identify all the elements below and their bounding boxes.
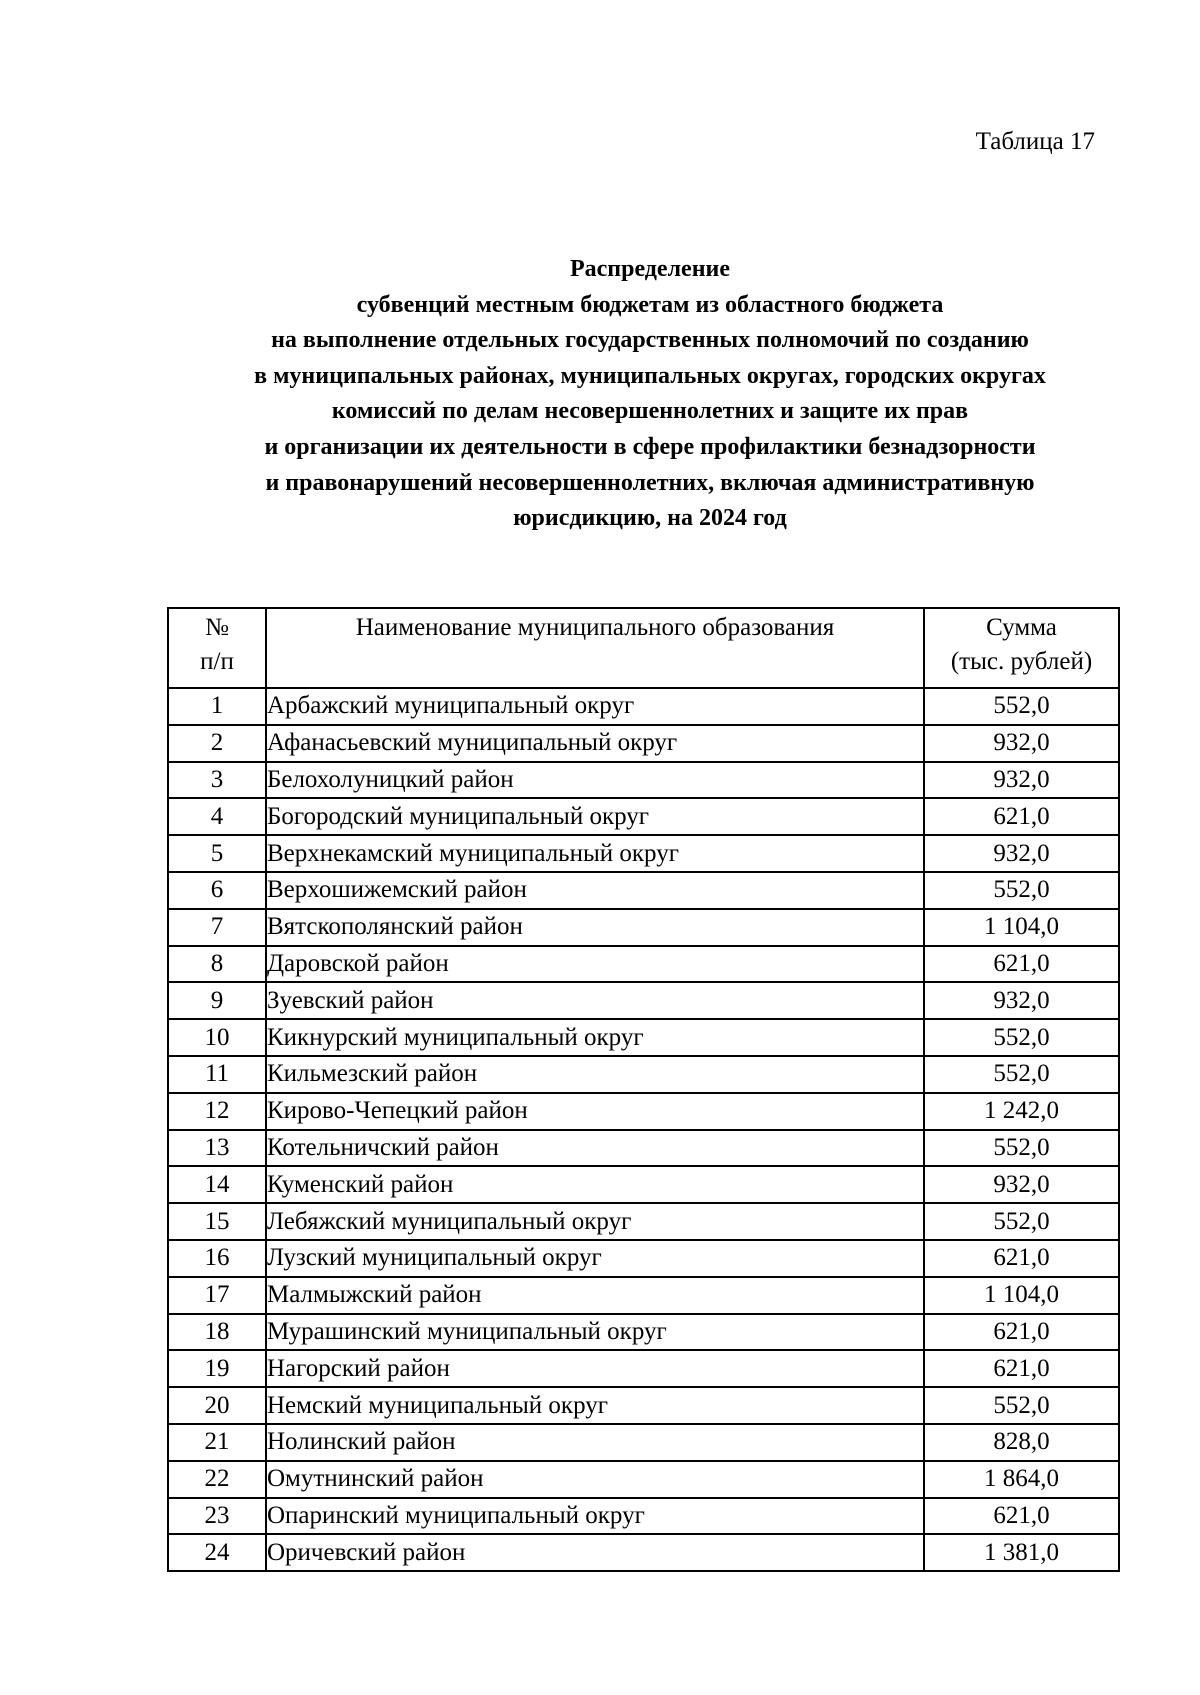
row-name: Нолинский район	[266, 1424, 924, 1461]
heading-line: субвенций местным бюджетам из областного бюджета	[356, 291, 944, 318]
row-sum: 828,0	[924, 1424, 1119, 1461]
row-number: 6	[168, 872, 266, 909]
row-sum: 621,0	[924, 1350, 1119, 1387]
row-number: 13	[168, 1130, 266, 1167]
table-row	[168, 872, 1119, 909]
row-sum: 932,0	[924, 982, 1119, 1019]
heading-line: и организации их деятельности в сфере профилактики безнадзорности	[264, 433, 1036, 460]
table-row	[168, 1203, 1119, 1240]
header-name: Наименование муниципального образования	[266, 608, 924, 688]
row-number: 16	[168, 1240, 266, 1277]
row-sum: 552,0	[924, 872, 1119, 909]
row-name: Опаринский муниципальный округ	[266, 1498, 924, 1535]
row-number: 17	[168, 1277, 266, 1314]
table-row	[168, 1314, 1119, 1351]
table-row	[168, 1498, 1119, 1535]
row-name: Афанасьевский муниципальный округ	[266, 725, 924, 762]
row-number: 18	[168, 1314, 266, 1351]
table-header-row	[168, 608, 1119, 688]
table-row	[168, 982, 1119, 1019]
heading-line: в муниципальных районах, муниципальных округах, городских округах	[254, 362, 1046, 389]
row-sum: 552,0	[924, 1130, 1119, 1167]
heading-line: юрисдикцию, на 2024 год	[513, 505, 787, 532]
table-row	[168, 1277, 1119, 1314]
table-row	[168, 1461, 1119, 1498]
row-number: 1	[168, 688, 266, 725]
table-row	[168, 1424, 1119, 1461]
row-sum: 552,0	[924, 688, 1119, 725]
row-name: Малмыжский район	[266, 1277, 924, 1314]
table-row	[168, 1019, 1119, 1056]
row-number: 21	[168, 1424, 266, 1461]
row-name: Куменский район	[266, 1166, 924, 1203]
row-sum: 1 381,0	[924, 1534, 1119, 1571]
row-name: Кирово-Чепецкий район	[266, 1093, 924, 1130]
row-sum: 552,0	[924, 1056, 1119, 1093]
row-name: Верхнекамский муниципальный округ	[266, 835, 924, 872]
heading-line: Распределение	[569, 256, 731, 282]
row-sum: 932,0	[924, 1166, 1119, 1203]
row-name: Зуевский район	[266, 982, 924, 1019]
row-number: 11	[168, 1056, 266, 1093]
row-number: 15	[168, 1203, 266, 1240]
table-row	[168, 1093, 1119, 1130]
row-sum: 621,0	[924, 946, 1119, 983]
table-row	[168, 762, 1119, 799]
row-sum: 621,0	[924, 798, 1119, 835]
row-sum: 932,0	[924, 762, 1119, 799]
row-sum: 552,0	[924, 1387, 1119, 1424]
heading-line: комиссий по делам несовершеннолетних и защите их прав	[331, 398, 969, 425]
row-name: Немский муниципальный округ	[266, 1387, 924, 1424]
row-number: 4	[168, 798, 266, 835]
table-body	[168, 688, 1119, 1571]
table-row	[168, 1534, 1119, 1571]
heading-line: на выполнение отдельных государственных полномочий по созданию	[271, 327, 1029, 354]
row-number: 20	[168, 1387, 266, 1424]
row-number: 12	[168, 1093, 266, 1130]
row-sum: 1 242,0	[924, 1093, 1119, 1130]
row-name: Вятскополянский район	[266, 909, 924, 946]
table-row	[168, 909, 1119, 946]
row-name: Оричевский район	[266, 1534, 924, 1571]
table-row	[168, 1240, 1119, 1277]
row-number: 10	[168, 1019, 266, 1056]
row-name: Богородский муниципальный округ	[266, 798, 924, 835]
table-row	[168, 688, 1119, 725]
row-name: Белохолуницкий район	[266, 762, 924, 799]
row-name: Даровской район	[266, 946, 924, 983]
row-sum: 621,0	[924, 1498, 1119, 1535]
row-number: 19	[168, 1350, 266, 1387]
row-name: Котельничский район	[266, 1130, 924, 1167]
row-number: 14	[168, 1166, 266, 1203]
row-sum: 1 104,0	[924, 1277, 1119, 1314]
row-sum: 1 864,0	[924, 1461, 1119, 1498]
row-sum: 621,0	[924, 1240, 1119, 1277]
table-row	[168, 1130, 1119, 1167]
row-sum: 932,0	[924, 725, 1119, 762]
table-row	[168, 725, 1119, 762]
table-row	[168, 1056, 1119, 1093]
row-number: 2	[168, 725, 266, 762]
row-name: Мурашинский муниципальный округ	[266, 1314, 924, 1351]
row-sum: 1 104,0	[924, 909, 1119, 946]
row-name: Кикнурский муниципальный округ	[266, 1019, 924, 1056]
row-sum: 932,0	[924, 835, 1119, 872]
row-number: 7	[168, 909, 266, 946]
row-number: 9	[168, 982, 266, 1019]
row-number: 3	[168, 762, 266, 799]
table-row	[168, 798, 1119, 835]
row-number: 23	[168, 1498, 266, 1535]
row-sum: 552,0	[924, 1019, 1119, 1056]
table-row	[168, 946, 1119, 983]
row-name: Нагорский район	[266, 1350, 924, 1387]
table-row	[168, 1166, 1119, 1203]
row-name: Арбажский муниципальный округ	[266, 688, 924, 725]
header-number: № п/п	[168, 608, 266, 688]
row-name: Лузский муниципальный округ	[266, 1240, 924, 1277]
distribution-table	[167, 607, 1120, 1572]
row-number: 8	[168, 946, 266, 983]
table-row	[168, 1350, 1119, 1387]
row-name: Верхошижемский район	[266, 872, 924, 909]
header-sum: Сумма (тыс. рублей)	[924, 608, 1119, 688]
table-number: Таблица 17	[975, 128, 1095, 155]
row-number: 5	[168, 835, 266, 872]
row-name: Омутнинский район	[266, 1461, 924, 1498]
table-row	[168, 1387, 1119, 1424]
heading-line: и правонарушений несовершеннолетних, включая административную	[265, 469, 1035, 496]
row-name: Кильмезский район	[266, 1056, 924, 1093]
document-heading	[150, 252, 1150, 537]
row-sum: 552,0	[924, 1203, 1119, 1240]
row-name: Лебяжский муниципальный округ	[266, 1203, 924, 1240]
row-number: 24	[168, 1534, 266, 1571]
row-sum: 621,0	[924, 1314, 1119, 1351]
row-number: 22	[168, 1461, 266, 1498]
table-row	[168, 835, 1119, 872]
